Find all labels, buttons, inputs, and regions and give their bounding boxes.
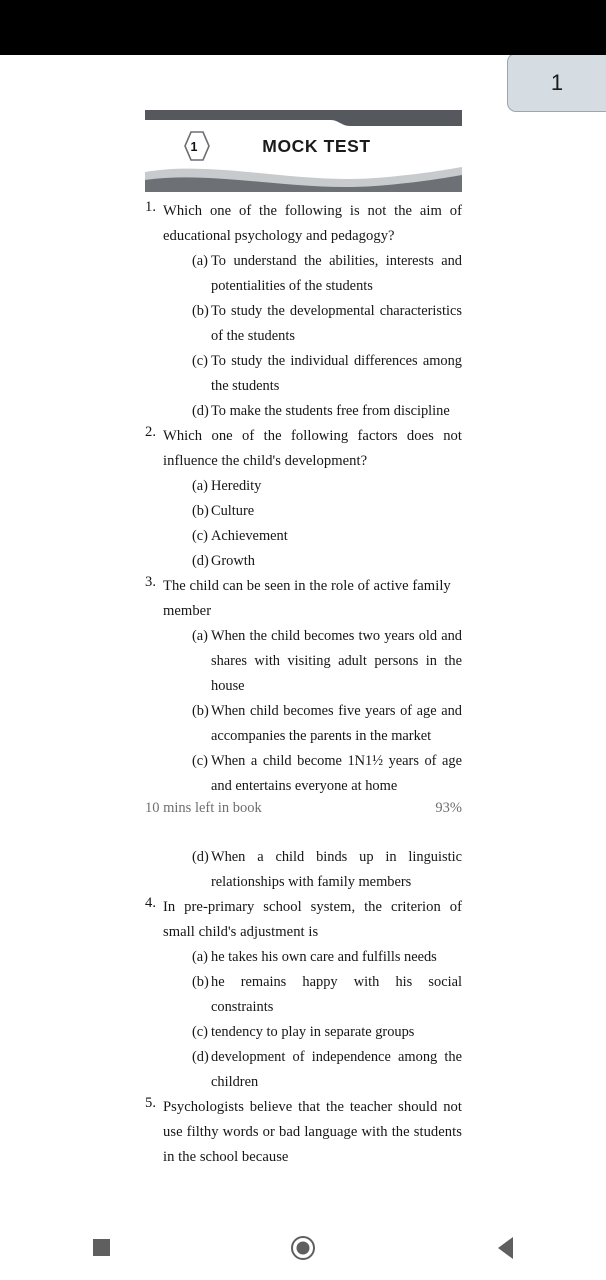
question-text: The child can be seen in the role of active family member	[163, 578, 451, 619]
reading-progress-row	[145, 800, 462, 817]
option-text: When a child binds up in linguistic relationships with family members	[211, 849, 462, 890]
question-number: 1.	[145, 199, 157, 215]
option-text: Achievement	[211, 528, 288, 544]
option-item	[163, 945, 462, 970]
page-number-badge[interactable]	[507, 53, 606, 112]
option-key: (b)	[192, 503, 209, 519]
option-key: (c)	[192, 753, 208, 769]
option-key: (c)	[192, 528, 208, 544]
book-reader-viewport[interactable]	[0, 55, 606, 1215]
option-text: When child becomes five years of age and accompanies the parents in the market	[211, 703, 462, 744]
question-number: 5.	[145, 1095, 157, 1111]
question-item	[145, 199, 462, 424]
home-button[interactable]	[202, 1215, 404, 1280]
option-list	[163, 945, 462, 1095]
android-navigation-bar	[0, 1215, 606, 1280]
question-text: Psychologists believe that the teacher should not use filthy words or bad language with the students in the school because	[163, 1099, 462, 1165]
option-key: (a)	[192, 949, 208, 965]
option-item	[163, 474, 462, 499]
page-two-content-column	[145, 845, 462, 1170]
option-key: (b)	[192, 303, 209, 319]
progress-percent-label: 93%	[435, 800, 462, 816]
option-text: To study the developmental characteristics of the students	[211, 303, 462, 344]
option-item	[163, 299, 462, 349]
option-key: (c)	[192, 353, 208, 369]
option-text: Culture	[211, 503, 255, 519]
option-text: Heredity	[211, 478, 262, 494]
question-text: Which one of the following is not the aim of educational psychology and pedagogy?	[163, 203, 462, 244]
option-item	[163, 1020, 462, 1045]
question-text: In pre-primary school system, the criterion of small child's adjustment is	[163, 899, 462, 940]
option-key: (d)	[192, 1049, 209, 1065]
continued-option-block	[145, 845, 462, 895]
back-button[interactable]	[404, 1215, 606, 1280]
option-item	[163, 249, 462, 299]
option-item	[163, 699, 462, 749]
option-key: (d)	[192, 553, 209, 569]
option-key: (a)	[192, 478, 208, 494]
question-number: 4.	[145, 895, 157, 911]
option-item	[163, 549, 462, 574]
option-list	[163, 474, 462, 574]
option-item	[163, 399, 462, 424]
option-text: development of independence among the children	[211, 1049, 462, 1090]
option-text: he takes his own care and fulfills needs	[211, 949, 437, 965]
page-one-content-column	[145, 55, 462, 799]
option-list	[163, 624, 462, 799]
option-key: (b)	[192, 974, 209, 990]
option-item	[163, 845, 462, 895]
page-two-question-list	[145, 845, 462, 1170]
option-text: When a child become 1N1½ years of age and entertains everyone at home	[211, 753, 462, 794]
recents-square-icon	[93, 1239, 110, 1256]
option-key: (a)	[192, 628, 208, 644]
time-left-label: 10 mins left in book	[145, 800, 262, 816]
option-item	[163, 524, 462, 549]
option-key: (d)	[192, 849, 209, 865]
question-item	[145, 424, 462, 574]
option-item	[163, 1045, 462, 1095]
question-item	[145, 895, 462, 1095]
system-status-bar	[0, 0, 606, 55]
question-number: 3.	[145, 574, 157, 590]
option-list	[163, 249, 462, 424]
option-text: Growth	[211, 553, 255, 569]
home-circle-icon	[291, 1236, 315, 1260]
recents-button[interactable]	[0, 1215, 202, 1280]
option-key: (c)	[192, 1024, 208, 1040]
option-key: (d)	[192, 403, 209, 419]
option-text: he remains happy with his social constraints	[211, 974, 462, 1015]
option-key: (b)	[192, 703, 209, 719]
question-number: 2.	[145, 424, 157, 440]
page-number-label: 1	[550, 69, 564, 95]
option-item	[163, 970, 462, 1020]
option-text: To study the individual differences among the students	[211, 353, 462, 394]
question-item	[145, 574, 462, 799]
option-item	[163, 624, 462, 699]
option-item	[163, 749, 462, 799]
page-one-question-list	[145, 199, 462, 799]
banner-title: MOCK TEST	[262, 136, 371, 156]
option-text: tendency to play in separate groups	[211, 1024, 415, 1040]
question-text: Which one of the following factors does not influence the child's development?	[163, 428, 462, 469]
option-item	[163, 499, 462, 524]
option-item	[163, 349, 462, 399]
question-item	[145, 1095, 462, 1170]
back-triangle-icon	[498, 1237, 513, 1259]
mock-test-banner	[145, 110, 462, 192]
option-text: When the child becomes two years old and shares with visiting adult persons in the house	[211, 628, 462, 694]
option-text: To understand the abilities, interests and potentialities of the students	[211, 253, 462, 294]
option-list	[163, 845, 462, 895]
option-key: (a)	[192, 253, 208, 269]
banner-chapter-number: 1	[190, 140, 198, 154]
option-text: To make the students free from discipline	[211, 403, 450, 419]
